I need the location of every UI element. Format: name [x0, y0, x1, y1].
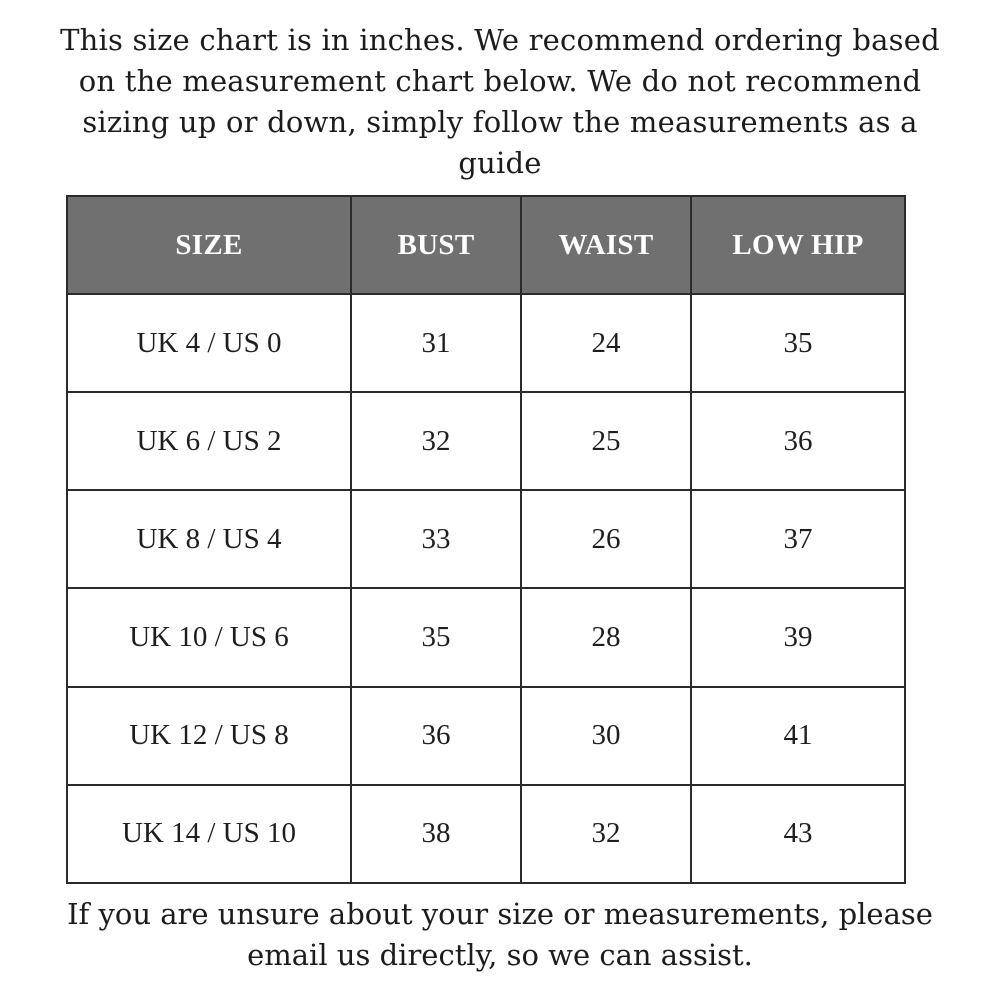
footer-text: If you are unsure about your size or measurements, please email us directly, so we can assist. — [67, 897, 933, 972]
cell-waist: 26 — [521, 490, 691, 588]
table-row — [67, 294, 905, 392]
table-row — [67, 785, 905, 883]
header-waist: WAIST — [521, 196, 691, 294]
cell-low-hip: 41 — [691, 687, 905, 785]
header-bust: BUST — [351, 196, 521, 294]
size-chart-table — [66, 195, 906, 884]
table-row — [67, 392, 905, 490]
cell-low-hip: 36 — [691, 392, 905, 490]
table-row — [67, 588, 905, 686]
intro-text: This size chart is in inches. We recommend ordering based on the measurement chart below. We do not recommend sizing up or down, simply follow the measurements as a guide — [60, 23, 940, 180]
table-header — [67, 196, 905, 294]
cell-low-hip: 37 — [691, 490, 905, 588]
cell-bust: 35 — [351, 588, 521, 686]
cell-bust: 36 — [351, 687, 521, 785]
table-row — [67, 490, 905, 588]
header-low-hip: LOW HIP — [691, 196, 905, 294]
table-body — [67, 294, 905, 883]
cell-bust: 32 — [351, 392, 521, 490]
cell-size: UK 6 / US 2 — [67, 392, 351, 490]
cell-size: UK 14 / US 10 — [67, 785, 351, 883]
cell-waist: 24 — [521, 294, 691, 392]
cell-bust: 33 — [351, 490, 521, 588]
cell-bust: 31 — [351, 294, 521, 392]
cell-waist: 28 — [521, 588, 691, 686]
cell-size: UK 8 / US 4 — [67, 490, 351, 588]
cell-size: UK 12 / US 8 — [67, 687, 351, 785]
cell-size: UK 4 / US 0 — [67, 294, 351, 392]
cell-low-hip: 43 — [691, 785, 905, 883]
cell-waist: 25 — [521, 392, 691, 490]
cell-size: UK 10 / US 6 — [67, 588, 351, 686]
cell-bust: 38 — [351, 785, 521, 883]
cell-low-hip: 39 — [691, 588, 905, 686]
header-size: SIZE — [67, 196, 351, 294]
cell-low-hip: 35 — [691, 294, 905, 392]
header-row — [67, 196, 905, 294]
cell-waist: 32 — [521, 785, 691, 883]
cell-waist: 30 — [521, 687, 691, 785]
table-row — [67, 687, 905, 785]
